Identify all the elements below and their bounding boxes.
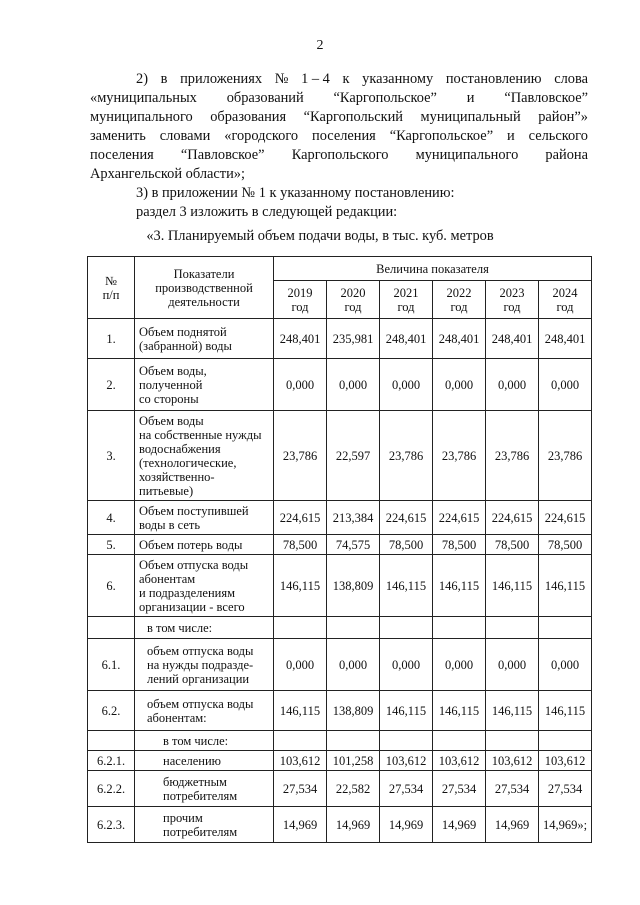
row-indicator: прочим потребителям	[135, 807, 274, 843]
row-value	[433, 617, 486, 639]
paragraph-4: раздел 3 изложить в следующей редакции:	[136, 204, 398, 220]
row-number: 6.2.3.	[88, 807, 135, 843]
row-value: 23,786	[539, 411, 592, 501]
row-number	[88, 617, 135, 639]
row-value	[274, 617, 327, 639]
header-year: 2022 год	[433, 281, 486, 319]
row-value: 248,401	[380, 319, 433, 359]
row-value: 224,615	[433, 501, 486, 535]
table-row	[88, 411, 592, 501]
word: словами	[159, 128, 211, 144]
row-value: 23,786	[433, 411, 486, 501]
word: в	[160, 71, 168, 87]
row-value: 0,000	[327, 359, 380, 411]
row-number: 6.2.1.	[88, 751, 135, 771]
row-value: 78,500	[539, 535, 592, 555]
paragraph-2-line-2	[90, 90, 588, 107]
table-row	[88, 691, 592, 731]
row-value: 78,500	[380, 535, 433, 555]
header-value-group: Величина показателя	[274, 257, 592, 281]
row-value: 0,000	[327, 639, 380, 691]
word: «городского	[224, 128, 299, 144]
paragraph-2-line-3	[90, 109, 588, 126]
table-row	[88, 359, 592, 411]
word: 1 – 4	[301, 71, 330, 87]
row-value: 146,115	[274, 555, 327, 617]
row-value: 27,534	[380, 771, 433, 807]
row-value	[327, 617, 380, 639]
row-value: 146,115	[539, 555, 592, 617]
row-indicator: объем отпуска воды абонентам:	[135, 691, 274, 731]
row-indicator: в том числе:	[135, 731, 274, 751]
row-value: 146,115	[486, 555, 539, 617]
row-value: 27,534	[274, 771, 327, 807]
word: заменить	[90, 128, 146, 144]
row-value: 138,809	[327, 691, 380, 731]
row-value: 74,575	[327, 535, 380, 555]
row-value: 23,786	[380, 411, 433, 501]
word: “Павловское”	[180, 147, 265, 163]
row-value	[380, 731, 433, 751]
row-value: 14,969	[433, 807, 486, 843]
row-value: 0,000	[539, 359, 592, 411]
row-value: 0,000	[486, 639, 539, 691]
row-value: 146,115	[380, 691, 433, 731]
row-value: 0,000	[433, 639, 486, 691]
row-number: 4.	[88, 501, 135, 535]
word: муниципальный	[420, 109, 521, 125]
row-number: 6.1.	[88, 639, 135, 691]
row-value	[539, 617, 592, 639]
row-value: 0,000	[274, 639, 327, 691]
row-value: 78,500	[433, 535, 486, 555]
row-indicator: Объем потерь воды	[135, 535, 274, 555]
row-value: 0,000	[380, 639, 433, 691]
header-year: 2020 год	[327, 281, 380, 319]
row-number: 6.2.	[88, 691, 135, 731]
word: Каргопольского	[291, 147, 389, 163]
row-value: 103,612	[380, 751, 433, 771]
word: района	[545, 147, 588, 163]
header-num: № п/п	[88, 257, 135, 319]
header-year: 2024 год	[539, 281, 592, 319]
row-value	[486, 617, 539, 639]
header-year: 2023 год	[486, 281, 539, 319]
word: образования	[210, 109, 287, 125]
row-value	[327, 731, 380, 751]
paragraph-2-line-5	[90, 147, 588, 164]
row-value: 23,786	[274, 411, 327, 501]
row-value: 14,969»;	[539, 807, 592, 843]
row-value: 103,612	[539, 751, 592, 771]
table-row	[88, 535, 592, 555]
row-value: 235,981	[327, 319, 380, 359]
row-value: 103,612	[433, 751, 486, 771]
row-value: 101,258	[327, 751, 380, 771]
row-value: 0,000	[539, 639, 592, 691]
row-value: 0,000	[433, 359, 486, 411]
row-indicator: Объем поднятой (забранной) воды	[135, 319, 274, 359]
row-value: 248,401	[539, 319, 592, 359]
row-indicator: бюджетным потребителям	[135, 771, 274, 807]
row-value: 146,115	[433, 555, 486, 617]
row-value: 146,115	[486, 691, 539, 731]
row-value: 27,534	[486, 771, 539, 807]
header-year: 2021 год	[380, 281, 433, 319]
row-value	[380, 617, 433, 639]
row-number: 6.2.2.	[88, 771, 135, 807]
word: сельского	[528, 128, 588, 144]
paragraph-3: 3) в приложении № 1 к указанному постановлению:	[136, 185, 455, 201]
row-value	[274, 731, 327, 751]
page-number: 2	[316, 38, 324, 53]
row-indicator: объем отпуска воды на нужды подразде- лений организации	[135, 639, 274, 691]
row-value: 213,384	[327, 501, 380, 535]
word: муниципального	[415, 147, 519, 163]
row-value	[486, 731, 539, 751]
row-indicator: населению	[135, 751, 274, 771]
row-value: 224,615	[274, 501, 327, 535]
row-value: 146,115	[274, 691, 327, 731]
row-value: 14,969	[380, 807, 433, 843]
table-row	[88, 807, 592, 843]
word: «муниципальных	[90, 90, 197, 106]
word: и	[507, 128, 515, 144]
row-number: 6.	[88, 555, 135, 617]
row-value: 14,969	[274, 807, 327, 843]
row-indicator: Объем воды, полученной со стороны	[135, 359, 274, 411]
table-row	[88, 639, 592, 691]
row-indicator: Объем отпуска воды абонентам и подразделениям организации - всего	[135, 555, 274, 617]
word: “Каргопольское”	[389, 128, 494, 144]
paragraph-2-line-1	[136, 71, 588, 88]
row-number: 3.	[88, 411, 135, 501]
row-number	[88, 731, 135, 751]
paragraph-2-line-6: Архангельской области»;	[90, 166, 245, 182]
row-number: 5.	[88, 535, 135, 555]
word: “Каргопольское”	[333, 90, 437, 106]
word: поселения	[312, 128, 376, 144]
header-year: 2019 год	[274, 281, 327, 319]
water-supply-table	[87, 256, 592, 843]
word: слова	[554, 71, 588, 87]
row-value: 27,534	[433, 771, 486, 807]
row-value	[433, 731, 486, 751]
paragraph-2-line-4	[90, 128, 588, 145]
row-indicator: Объем воды на собственные нужды водоснабжения (технологические, хозяйственно- питьевые)	[135, 411, 274, 501]
row-value: 146,115	[380, 555, 433, 617]
row-value: 224,615	[486, 501, 539, 535]
word: постановлению	[445, 71, 542, 87]
word: “Каргопольский	[303, 109, 404, 125]
row-value: 103,612	[486, 751, 539, 771]
word: к	[342, 71, 350, 87]
row-number: 1.	[88, 319, 135, 359]
word: №	[274, 71, 289, 87]
word: и	[466, 90, 475, 106]
word: приложениях	[180, 71, 263, 87]
row-value: 27,534	[539, 771, 592, 807]
word: указанному	[362, 71, 434, 87]
header-indicators: Показатели производственной деятельности	[135, 257, 274, 319]
row-value: 146,115	[433, 691, 486, 731]
table-row	[88, 731, 592, 751]
word: район”»	[538, 109, 588, 125]
row-value: 224,615	[539, 501, 592, 535]
word: образований	[226, 90, 304, 106]
row-value: 23,786	[486, 411, 539, 501]
table-row	[88, 751, 592, 771]
table-row	[88, 319, 592, 359]
row-indicator: в том числе:	[135, 617, 274, 639]
row-value: 0,000	[380, 359, 433, 411]
row-value: 14,969	[327, 807, 380, 843]
row-value: 22,582	[327, 771, 380, 807]
row-value: 138,809	[327, 555, 380, 617]
table-row	[88, 501, 592, 535]
row-value: 224,615	[380, 501, 433, 535]
table-row	[88, 771, 592, 807]
row-value: 248,401	[274, 319, 327, 359]
table-row	[88, 555, 592, 617]
row-value: 103,612	[274, 751, 327, 771]
row-value: 0,000	[486, 359, 539, 411]
row-value: 78,500	[274, 535, 327, 555]
row-value: 22,597	[327, 411, 380, 501]
word: 2)	[136, 71, 148, 87]
row-value: 78,500	[486, 535, 539, 555]
row-value: 146,115	[539, 691, 592, 731]
row-value: 14,969	[486, 807, 539, 843]
word: поселения	[90, 147, 154, 163]
word: “Павловское”	[504, 90, 588, 106]
row-value: 0,000	[274, 359, 327, 411]
row-number: 2.	[88, 359, 135, 411]
table-title: «3. Планируемый объем подачи воды, в тыс. куб. метров	[146, 228, 494, 244]
row-value	[539, 731, 592, 751]
row-value: 248,401	[433, 319, 486, 359]
row-indicator: Объем поступившей воды в сеть	[135, 501, 274, 535]
table-row	[88, 617, 592, 639]
word: муниципального	[90, 109, 193, 125]
row-value: 248,401	[486, 319, 539, 359]
